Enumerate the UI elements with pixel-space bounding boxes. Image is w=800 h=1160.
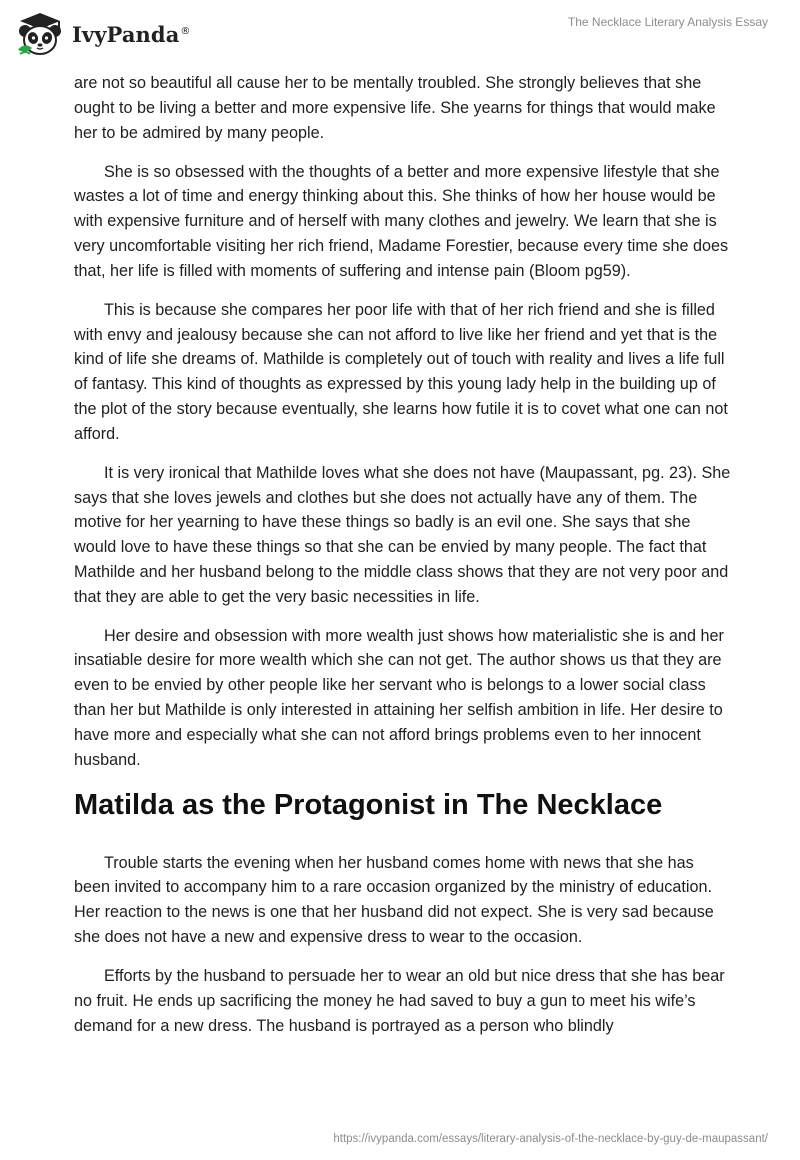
brand-name: IvyPanda®	[72, 21, 191, 47]
panda-graduate-icon	[14, 10, 66, 58]
paragraph: She is so obsessed with the thoughts of a better and more expensive lifestyle that she wastes a lot of time and energy thinking about this. She thinks of how her house would be with expensive furniture and of herself with many clothes and jewelry. We learn that she is very uncomfortable visiting her rich friend, Madame Forestier, because every time she does that, her life is filled with moments of suffering and intense pain (Bloom pg59).	[74, 162, 729, 280]
source-url[interactable]: https://ivypanda.com/essays/literary-analysis-of-the-necklace-by-guy-de-maupassant/	[333, 1133, 768, 1145]
registered-mark: ®	[180, 25, 191, 37]
page-header	[0, 0, 800, 72]
document-title: The Necklace Literary Analysis Essay	[567, 15, 768, 29]
ivypanda-logo[interactable]	[14, 10, 191, 58]
paragraph: Trouble starts the evening when her husband comes home with news that she has been invited to accompany him to a rare occasion organized by the ministry of education. Her reaction to the news is one that her husband did not expect. She is very sad because she does not have a new and expensive dress to wear to the occasion.	[74, 853, 714, 947]
section-heading: Matilda as the Protagonist in The Necklace	[74, 788, 663, 821]
paragraph: This is because she compares her poor life with that of her rich friend and she is filled with envy and jealousy because she can not afford to live like her friend and yet that is the kind of life she dreams of. Mathilde is completely out of touch with reality and lives a life full of fantasy. This kind of thoughts as expressed by this young lady help in the building up of the plot of the story because eventually, she learns how futile it is to covet what one can not afford.	[74, 300, 728, 443]
essay-content	[74, 71, 734, 1053]
paragraph: It is very ironical that Mathilde loves what she does not have (Maupassant, pg. 23). She says that she loves jewels and clothes but she does not actually have any of them. The motive for her yearning to have these things so badly is an evil one. She says that she would love to have these things so that she can be envied by many people. The fact that Mathilde and her husband belong to the middle class shows that they are not very poor and that they are able to get the very basic necessities in life.	[74, 463, 731, 606]
paragraph: are not so beautiful all cause her to be mentally troubled. She strongly believes that she ought to be living a better and more expensive life. She yearns for things that would make her to be admired by many people.	[74, 74, 716, 142]
paragraph: Efforts by the husband to persuade her to wear an old but nice dress that she has bear no fruit. He ends up sacrificing the money he had saved to buy a gun to meet his wife’s demand for a new dress. The husband is portrayed as a person who blindly	[74, 967, 725, 1035]
paragraph: Her desire and obsession with more wealth just shows how materialistic she is and her insatiable desire for more wealth which she can not get. The author shows us that they are even to be envied by other people like her servant who is belongs to a lower social class than her but Mathilde is only interested in attaining her selfish ambition in life. Her desire to have more and especially what she can not afford brings problems even to her innocent husband.	[74, 626, 724, 769]
